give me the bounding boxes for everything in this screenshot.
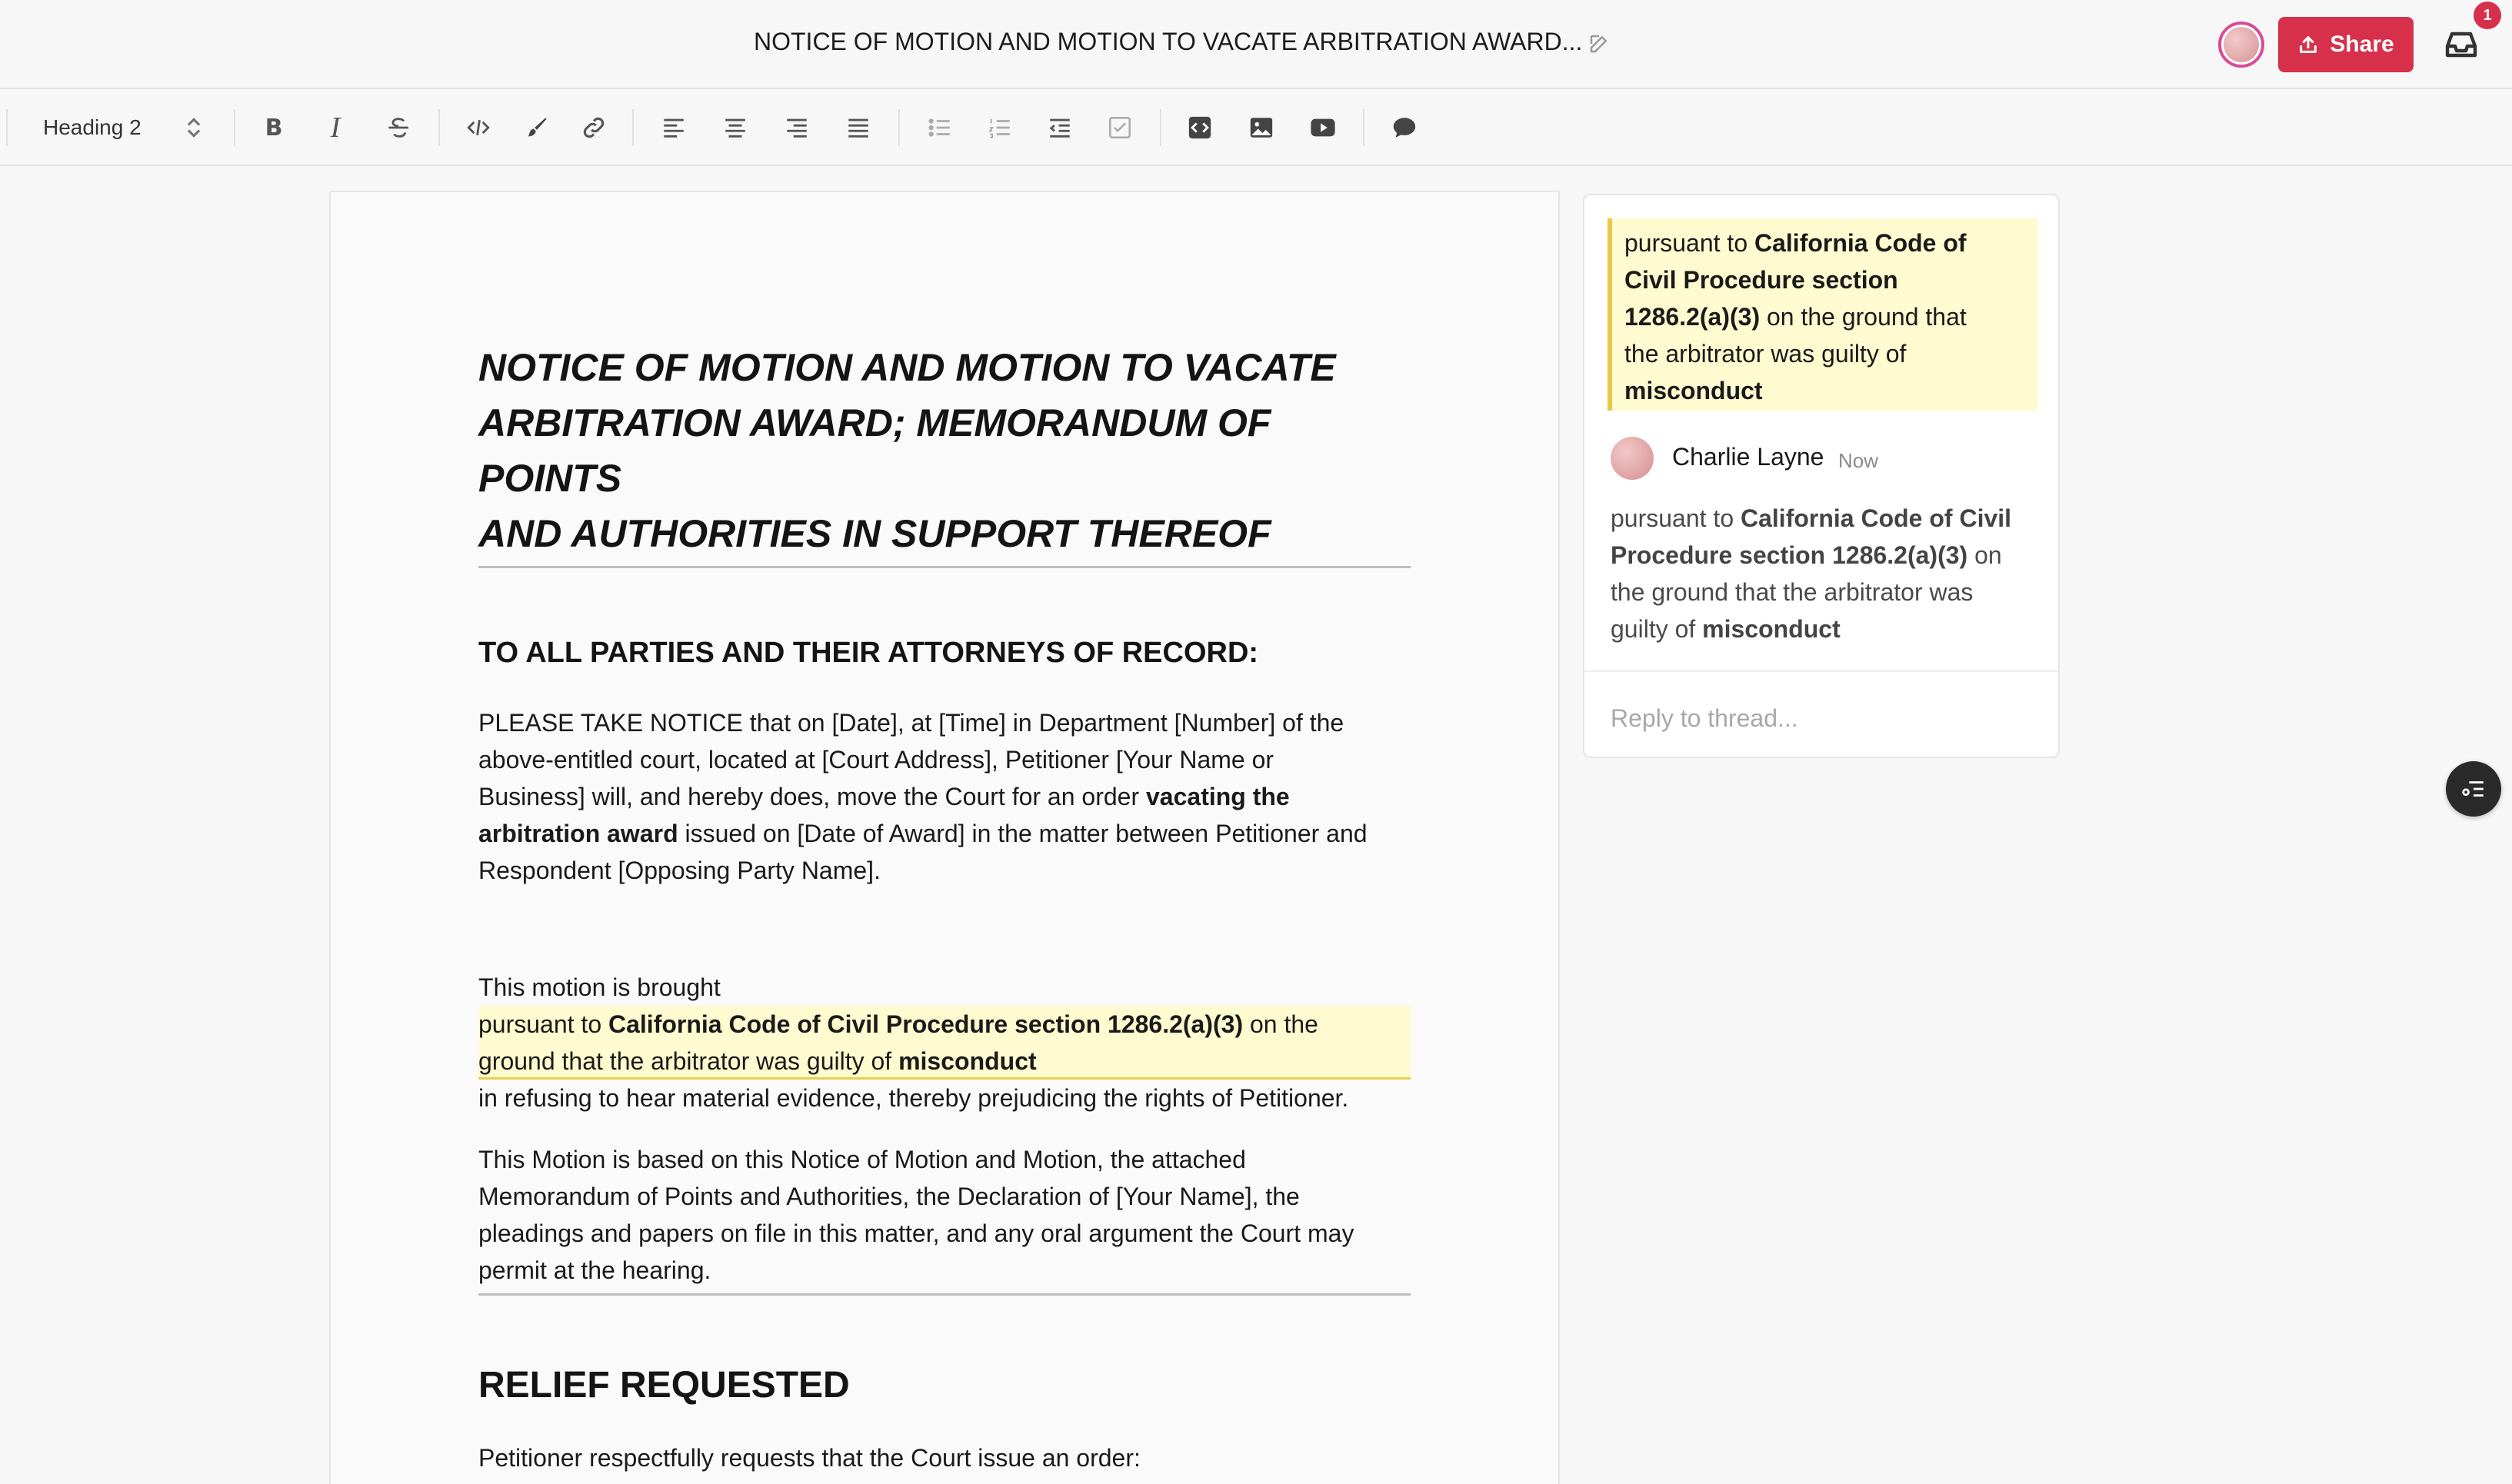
checklist-button[interactable] — [1100, 108, 1140, 148]
current-user-avatar[interactable] — [2218, 22, 2264, 68]
horizontal-rule — [478, 1293, 1411, 1296]
align-right-icon — [784, 115, 810, 141]
brush-icon — [524, 115, 550, 141]
heading-line: AND AUTHORITIES IN SUPPORT THEREOF — [478, 512, 1271, 555]
section-heading[interactable]: RELIEF REQUESTED — [478, 1365, 850, 1406]
bold-text: misconduct — [1624, 377, 1763, 404]
bold-text: California Code of Civil Procedure section 1286.2(a)(3) — [608, 1010, 1244, 1038]
share-label: Share — [2330, 32, 2394, 57]
text-line: Respondent [Opposing Party Name]. — [478, 857, 881, 884]
text-run: guilty of — [1611, 615, 1703, 643]
document-title[interactable]: NOTICE OF MOTION AND MOTION TO VACATE ARBITRATION AWARD... — [754, 28, 1583, 55]
formatting-toolbar — [0, 89, 2512, 166]
text-line: PLEASE TAKE NOTICE that on [Date], at [Time] in Department [Number] of the — [478, 709, 1344, 737]
text-run: pursuant to — [478, 1010, 608, 1038]
bold-icon: B — [265, 114, 283, 141]
text-run: pursuant to — [1624, 229, 1754, 257]
comment-thread[interactable] — [1583, 194, 2060, 758]
italic-icon: I — [330, 111, 341, 144]
code-block-icon — [1187, 115, 1213, 141]
bold-text: California Code of — [1754, 229, 1967, 257]
bold-text: Civil Procedure section — [1624, 266, 1898, 294]
numbered-list-icon — [987, 115, 1013, 141]
text-line: pleadings and papers on file in this matter, and any oral argument the Court may — [478, 1219, 1354, 1247]
document-heading[interactable] — [478, 340, 1411, 561]
text-line — [1611, 537, 2041, 574]
align-center-icon — [722, 115, 748, 141]
heading-line: ARBITRATION AWARD; MEMORANDUM OF POINTS — [478, 401, 1271, 500]
comment-author-avatar — [1611, 437, 1654, 480]
share-button[interactable] — [2278, 17, 2414, 72]
text-line: above-entitled court, located at [Court Address], Petitioner [Your Name or — [478, 746, 1274, 774]
code-icon — [465, 115, 491, 141]
text-line: the ground that the arbitrator was — [1611, 578, 1974, 606]
numbered-list-button[interactable] — [980, 108, 1020, 148]
paragraph-motion-rest[interactable]: in refusing to hear material evidence, thereby prejudicing the rights of Petitioner. — [478, 1084, 1349, 1112]
bullet-list-button[interactable] — [920, 108, 960, 148]
align-justify-button[interactable] — [838, 108, 878, 148]
bullet-list-icon — [927, 115, 953, 141]
text-line — [478, 815, 1411, 852]
text-line — [478, 1043, 1411, 1080]
text-run: pursuant to — [1611, 504, 1741, 532]
add-comment-button[interactable] — [1384, 108, 1424, 148]
link-button[interactable] — [574, 108, 614, 148]
bold-text: misconduct — [898, 1047, 1037, 1075]
video-icon — [1310, 115, 1336, 141]
bold-text: misconduct — [1702, 615, 1841, 643]
highlight-button[interactable] — [517, 108, 557, 148]
text-line — [478, 778, 1411, 815]
align-justify-icon — [845, 115, 871, 141]
link-icon — [581, 115, 607, 141]
text-run: ground that the arbitrator was guilty of — [478, 1047, 899, 1075]
insert-image-button[interactable] — [1241, 108, 1281, 148]
heading-line: NOTICE OF MOTION AND MOTION TO VACATE — [478, 346, 1336, 389]
align-left-button[interactable] — [654, 108, 694, 148]
edit-title-icon[interactable] — [1587, 32, 1611, 55]
paragraph-motion-intro[interactable]: This motion is brought — [478, 973, 721, 1001]
strikethrough-icon — [385, 115, 411, 141]
paragraph-relief[interactable]: Petitioner respectfully requests that the Court issue an order: — [478, 1444, 1141, 1472]
paragraph-notice[interactable] — [478, 704, 1411, 889]
text-line — [1624, 261, 2026, 298]
document-outline-button[interactable] — [2446, 761, 2501, 817]
text-run: on — [1967, 541, 2002, 569]
bold-button[interactable] — [254, 108, 294, 148]
text-line — [478, 1006, 1411, 1043]
strikethrough-button[interactable] — [378, 108, 418, 148]
commented-highlight[interactable] — [478, 1006, 1411, 1080]
checkbox-icon — [1107, 115, 1133, 141]
comment-quote — [1607, 218, 2038, 411]
bold-text: 1286.2(a)(3) — [1624, 303, 1761, 331]
inbox-icon[interactable] — [2443, 28, 2480, 62]
align-center-button[interactable] — [715, 108, 755, 148]
bold-text: Procedure section 1286.2(a)(3) — [1611, 541, 1968, 569]
top-bar — [0, 0, 2512, 89]
divider — [1584, 670, 2060, 672]
bold-text: California Code of Civil — [1741, 504, 2012, 532]
text-line — [1611, 611, 2041, 647]
section-heading[interactable]: TO ALL PARTIES AND THEIR ATTORNEYS OF RECORD: — [478, 637, 1259, 669]
comment-author: Charlie Layne — [1672, 443, 1824, 471]
text-line: permit at the hearing. — [478, 1256, 711, 1284]
text-line — [1611, 500, 2041, 537]
bold-text: vacating the — [1146, 783, 1290, 810]
comment-body — [1611, 500, 2041, 647]
comment-icon — [1391, 115, 1418, 141]
notification-badge: 1 — [2474, 2, 2501, 29]
insert-video-button[interactable] — [1303, 108, 1343, 148]
italic-button[interactable] — [315, 108, 355, 148]
text-line — [1624, 225, 2026, 261]
block-type-select[interactable] — [18, 108, 218, 148]
reply-input[interactable] — [1611, 700, 2041, 737]
text-line: the arbitrator was guilty of — [1624, 340, 1907, 368]
text-run: on the — [1243, 1010, 1318, 1038]
outdent-button[interactable] — [1040, 108, 1080, 148]
code-block-button[interactable] — [1180, 108, 1220, 148]
image-icon — [1248, 115, 1274, 141]
text-line — [1624, 372, 2026, 409]
text-line — [1624, 298, 2026, 335]
bold-text: arbitration award — [478, 820, 678, 847]
align-left-icon — [661, 115, 687, 141]
text-line: This Motion is based on this Notice of Motion and Motion, the attached — [478, 1146, 1246, 1173]
text-run: issued on [Date of Award] in the matter between Petitioner and — [678, 820, 1368, 847]
outline-icon — [2460, 776, 2487, 802]
horizontal-rule — [478, 566, 1411, 568]
document-page[interactable] — [329, 191, 1560, 1484]
text-line: Memorandum of Points and Authorities, the Declaration of [Your Name], the — [478, 1183, 1300, 1210]
text-run: Business] will, and hereby does, move the Court for an order — [478, 783, 1146, 810]
upload-icon — [2297, 34, 2319, 55]
outdent-icon — [1047, 115, 1073, 141]
code-inline-button[interactable] — [458, 108, 498, 148]
block-type-value: Heading 2 — [43, 115, 142, 139]
text-run: on the ground that — [1760, 303, 1967, 331]
paragraph-basis[interactable] — [478, 1141, 1411, 1289]
chevron-updown-icon — [185, 115, 203, 140]
comment-timestamp: Now — [1838, 449, 1879, 472]
align-right-button[interactable] — [777, 108, 817, 148]
